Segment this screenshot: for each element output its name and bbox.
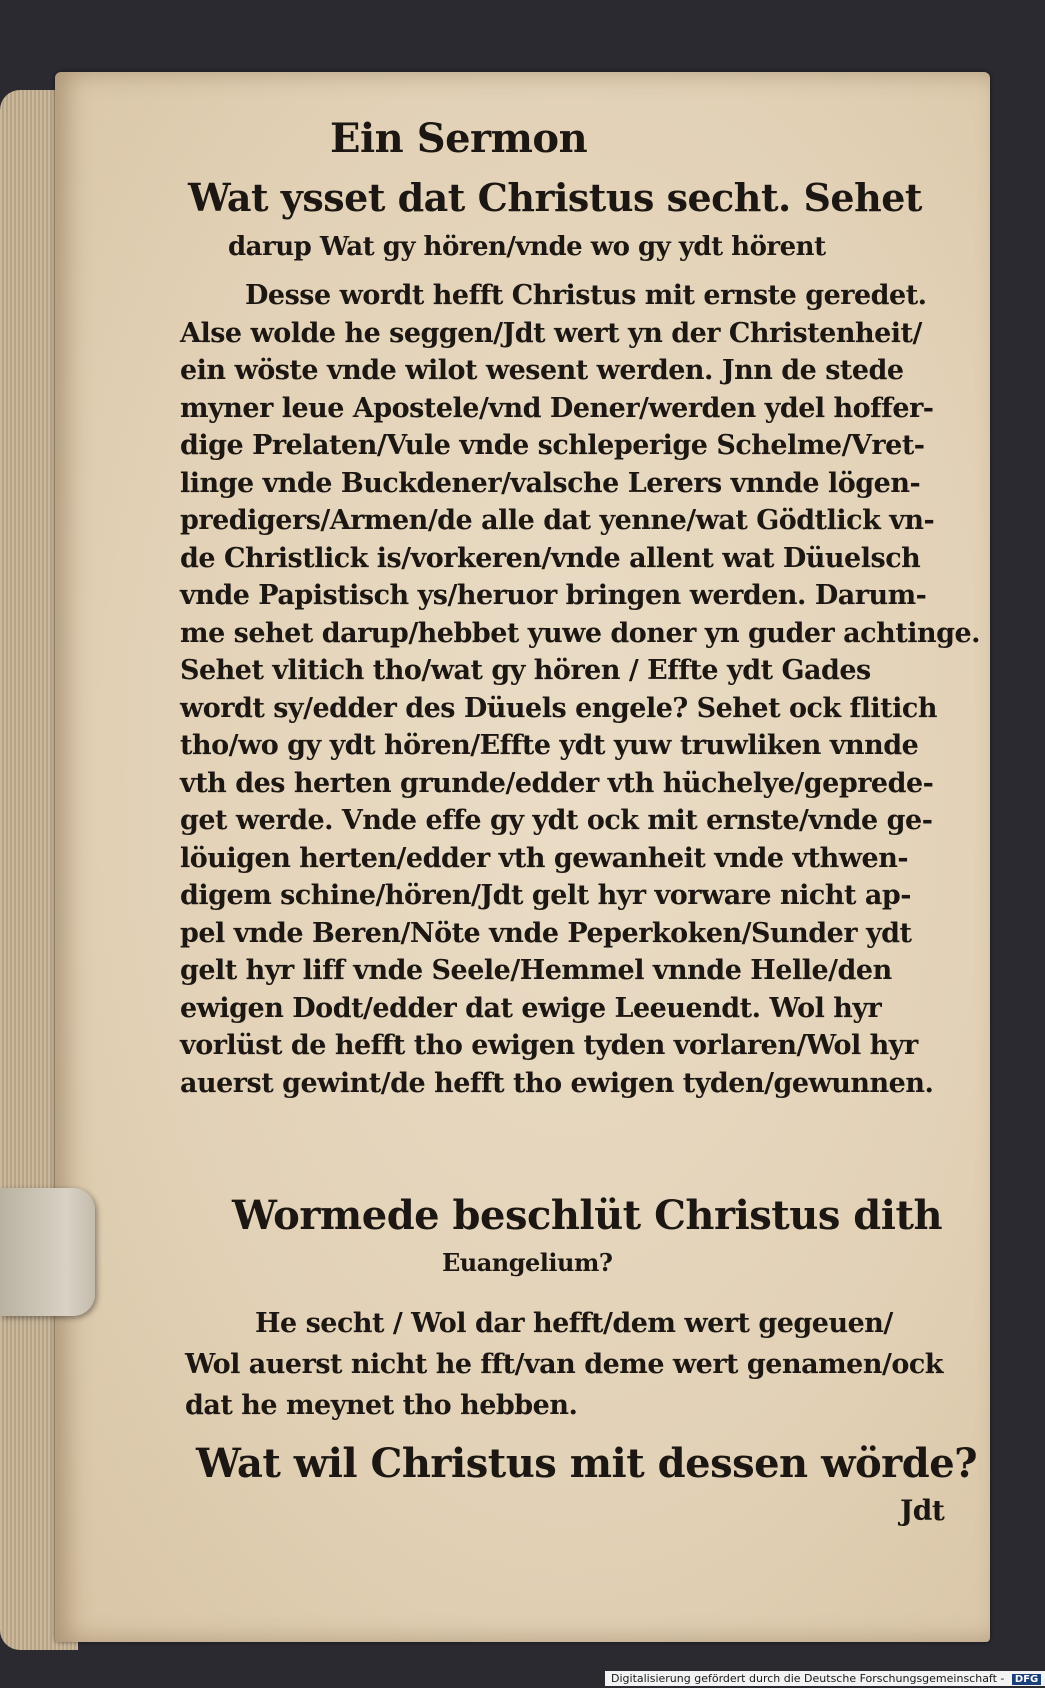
body-line: me sehet darup/hebbet yuwe doner yn guder achtinge. [180, 617, 981, 649]
body-line: get werde. Vnde effe gy ydt ock mit ernste/vnde ge- [180, 805, 933, 836]
body-line: pel vnde Beren/Nöte vnde Peperkoken/Sunder ydt [180, 917, 912, 949]
catchword: Jdt [900, 1494, 945, 1527]
answer-line: dat he meynet tho hebben. [185, 1390, 578, 1421]
body-line: löuigen herten/edder vth gewanheit vnde vthwen- [180, 842, 909, 874]
body-line: predigers/Armen/de alle dat yenne/wat Gödtlick vn- [180, 505, 935, 536]
question-3-title: Wat wil Christus mit dessen wörde? [196, 1440, 978, 1487]
body-line: auerst gewint/de hefft tho ewigen tyden/gewunnen. [180, 1067, 934, 1099]
dfg-logo: DFG [1012, 1674, 1041, 1685]
body-line: vorlüst de hefft tho ewigen tyden vorlaren/Wol hyr [180, 1030, 918, 1061]
body-line: ewigen Dodt/edder dat ewige Leeuendt. Wol hyr [180, 992, 882, 1024]
body-line: linge vnde Buckdener/valsche Lerers vnnde lögen- [180, 467, 921, 499]
body-line: wordt sy/edder des Düuels engele? Sehet ock flitich [180, 692, 937, 724]
body-line: Sehet vlitich tho/wat gy hören / Effte ydt Gades [180, 655, 871, 686]
answer-line: Wol auerst nicht he fft/van deme wert genamen/ock [185, 1349, 943, 1380]
digitization-credit [605, 1671, 1045, 1686]
body-line: vth des herten grunde/edder vth hüchelye/geprede- [180, 767, 934, 799]
body-line: de Christlick is/vorkeren/vnde allent wat Düuelsch [180, 542, 921, 574]
body-line: Desse wordt hefft Christus mit ernste geredet. [245, 280, 927, 311]
body-line: gelt hyr liff vnde Seele/Hemmel vnnde Helle/den [180, 955, 892, 986]
body-line: myner leue Apostele/vnd Dener/werden ydel hoffer- [180, 392, 934, 424]
bookmark-tab [0, 1188, 95, 1316]
body-line: dige Prelaten/Vule vnde schleperige Schelme/Vret- [180, 430, 925, 461]
body-line: digem schine/hören/Jdt gelt hyr vorware nicht ap- [180, 880, 911, 911]
question-1-subtitle: darup Wat gy hören/vnde wo gy ydt hörent [228, 232, 826, 262]
body-line: tho/wo gy ydt hören/Effte ydt yuw truwliken vnnde [180, 730, 919, 761]
answer-line: He secht / Wol dar hefft/dem wert gegeuen/ [255, 1308, 893, 1339]
body-line: Alse wolde he seggen/Jdt wert yn der Christenheit/ [180, 317, 922, 349]
question-2-title: Wormede beschlüt Christus dith [232, 1192, 943, 1239]
question-1-title: Wat ysset dat Christus secht. Sehet [188, 175, 922, 220]
credit-text: Digitalisierung gefördert durch die Deutsche Forschungsgemeinschaft - [611, 1672, 1005, 1685]
body-line: vnde Papistisch ys/heruor bringen werden. Darum- [180, 580, 927, 611]
question-2-subtitle: Euangelium? [442, 1248, 613, 1277]
body-line: ein wöste vnde wilot wesent werden. Jnn de stede [180, 355, 904, 386]
running-head: Ein Sermon [330, 115, 588, 162]
